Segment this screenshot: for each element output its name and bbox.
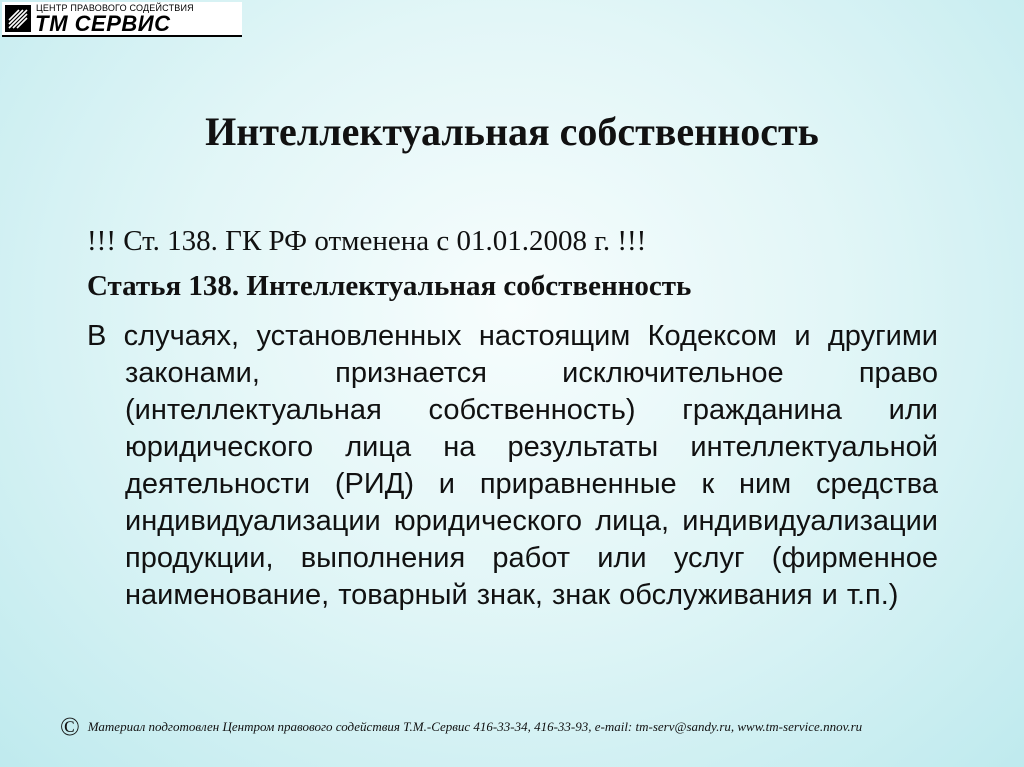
logo-emblem-icon xyxy=(5,5,31,32)
copyright-icon: © xyxy=(60,712,80,741)
company-logo xyxy=(2,2,242,37)
article-text: В случаях, установленных настоящим Кодексом и другими законами, признается исключительное право (интеллектуальная собственность) гражданина или юридического лица на результаты интеллектуальной деятельности (РИД) и приравненные к ним средства индивидуализации юридического лица, индивидуализации продукции, выполнения работ или услуг (фирменное наименование, товарный знак, знак обслуживания и т.п.) xyxy=(87,320,938,611)
slide-title: Интеллектуальная собственность xyxy=(205,109,819,154)
footer-credits: Материал подготовлен Центром правового содействия Т.М.-Сервис 416-33-34, 416-33-93, e-mail: tm-serv@sandy.ru, www.tm-service.nnov.ru xyxy=(87,719,863,734)
article-heading: Статья 138. Интеллектуальная собственность xyxy=(87,270,692,302)
footer xyxy=(60,712,862,742)
logo-tagline: ЦЕНТР ПРАВОВОГО СОДЕЙСТВИЯ xyxy=(36,3,194,13)
repeal-notice: !!! Ст. 138. ГК РФ отменена с 01.01.2008 г. !!! xyxy=(87,225,647,257)
logo-name: ТМ СЕРВИС xyxy=(35,11,171,36)
